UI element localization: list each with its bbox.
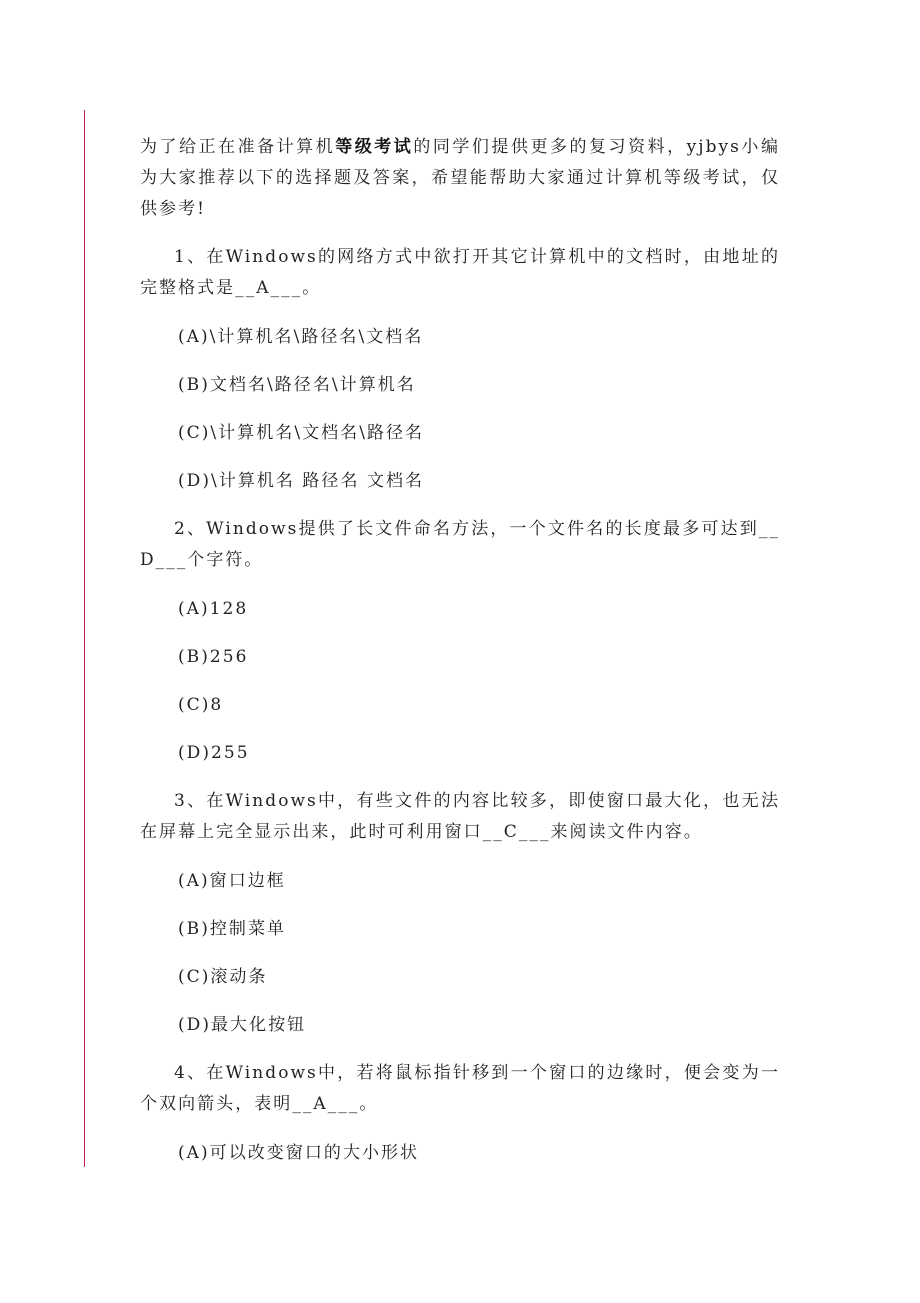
q2-option-b: (B)256: [178, 647, 249, 667]
intro-paragraph: [140, 132, 780, 225]
question-4: 4、在Windows中，若将鼠标指针移到一个窗口的边缘时，便会变为一个双向箭头，表明__A___。: [140, 1063, 780, 1114]
q4-option-a: (A)可以改变窗口的大小形状: [178, 1143, 420, 1163]
intro-text-start: 为了给正在准备计算机: [140, 137, 336, 157]
q1-option-b: (B)文档名\路径名\计算机名: [178, 375, 416, 395]
q2-option-c: (C)8: [178, 695, 224, 715]
question-2: 2、Windows提供了长文件命名方法，一个文件名的长度最多可达到__D___个字符。: [140, 519, 780, 570]
q3-option-d: (D)最大化按钮: [178, 1015, 307, 1035]
q1-option-d: (D)\计算机名 路径名 文档名: [178, 471, 425, 491]
question-1: 1、在Windows的网络方式中欲打开其它计算机中的文档时，由地址的完整格式是__A___。: [140, 247, 780, 298]
q1-option-c: (C)\计算机名\文档名\路径名: [178, 423, 425, 443]
exam-link[interactable]: 等级考试: [335, 137, 414, 157]
q2-option-d: (D)255: [178, 743, 250, 763]
q3-option-c: (C)滚动条: [178, 967, 268, 987]
q3-option-b: (B)控制菜单: [178, 919, 287, 939]
document-body: [140, 132, 780, 1186]
q3-option-a: (A)窗口边框: [178, 871, 286, 891]
page-margin-line: [84, 110, 85, 1167]
q2-option-a: (A)128: [178, 599, 249, 619]
q1-option-a: (A)\计算机名\路径名\文档名: [178, 327, 424, 347]
question-3: 3、在Windows中，有些文件的内容比较多，即使窗口最大化，也无法在屏幕上完全显示出来，此时可利用窗口__C___来阅读文件内容。: [140, 791, 780, 842]
intro-text-end: 的同学们提供更多的复习资料，yjbys小编为大家推荐以下的选择题及答案，希望能帮助大家通过计算机等级考试，仅供参考!: [140, 137, 780, 219]
